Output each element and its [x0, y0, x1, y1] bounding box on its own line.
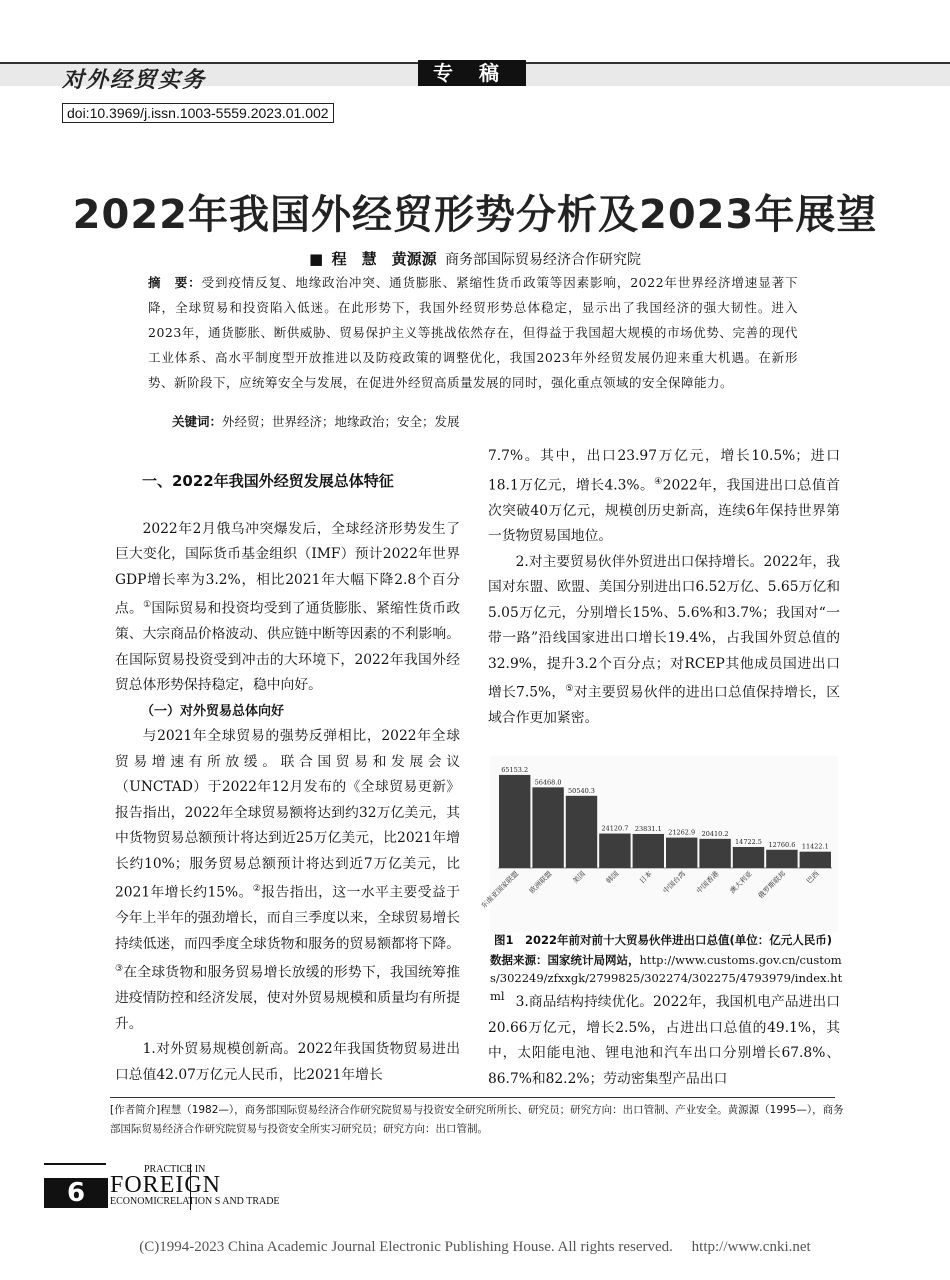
bar: [699, 839, 730, 868]
paragraph: 1.对外贸易规模创新高。2022年我国货物贸易进出口总值42.07万亿元人民币，比2021年增长: [115, 1041, 460, 1083]
category-label: 巴西: [805, 869, 821, 886]
right-column: [488, 444, 840, 732]
category-label: 欧洲联盟: [528, 869, 554, 896]
footnote-rule: [110, 1097, 835, 1098]
doi-label[interactable]: doi:10.3969/j.issn.1003-5559.2023.01.002: [62, 103, 334, 123]
category-label: 俄罗斯联邦: [756, 869, 788, 901]
bar-value-label: 14722.5: [735, 837, 762, 846]
bar: [800, 852, 831, 868]
footnote-ref[interactable]: ②: [252, 884, 262, 895]
category-label: 日本: [638, 869, 654, 886]
source-label: 数据来源：国家统计局网站，: [490, 953, 640, 967]
category-label: 中国香港: [695, 869, 721, 896]
author-names: 程 慧 黄源源: [331, 250, 437, 268]
footnote-ref[interactable]: ④: [654, 476, 663, 487]
logo-rule: [44, 1163, 106, 1165]
bar: [666, 838, 697, 868]
category-label: 韩国: [604, 869, 621, 886]
copyright-footer: (C)1994-2023 China Academic Journal Electronic Publishing House. All rights reserved. http://www.cnki.net: [139, 1239, 811, 1255]
logo-line3: ECONOMICRELATION S AND TRADE: [110, 1196, 280, 1207]
category-label: 东南亚国家联盟: [479, 869, 521, 911]
left-column: [115, 469, 460, 1088]
category-label: 美国: [571, 869, 587, 886]
bar-value-label: 65153.2: [501, 765, 529, 774]
bar: [532, 787, 563, 868]
bar: [733, 847, 764, 868]
bar-value-label: 11422.1: [801, 842, 829, 851]
bar-value-label: 56468.0: [534, 778, 562, 787]
source-url[interactable]: http://www.customs.gov.cn/customs/302249/zfxxgk/2799825/302274/302275/4793979/index.html: [490, 953, 843, 1003]
section-title: 一、2022年我国外经贸发展总体特征: [142, 472, 394, 490]
bar-value-label: 50540.3: [568, 786, 595, 795]
footnote-ref[interactable]: ①: [143, 600, 152, 610]
author-mark: ■: [308, 250, 324, 268]
paragraph: 2.对主要贸易伙伴外贸进出口保持增长。2022年，我国对东盟、欧盟、美国分别进出口6.52万亿、5.65万亿和5.05万亿元，分别增长15%、5.6%和3.7%；我国对“一带一路”沿线国家进出口增长19.4%，占我国外贸总值的32.9%，提升3.2个百分点；对RCEP其他成员国进出口增长7.5%，⑤对主要贸易伙伴的进出口总值保持增长，区域合作更加紧密。: [488, 553, 840, 727]
author-line: [0, 248, 950, 269]
bar-chart: [479, 756, 838, 932]
bar-value-label: 21262.9: [668, 828, 696, 837]
bar: [566, 796, 597, 868]
paragraph: 2022年2月俄乌冲突爆发后，全球经济形势发生了巨大变化，国际货币基金组织（IMF）预计2022年世界GDP增长率为3.2%，相比2021年大幅下降2.8个百分点。①国际贸易和投资均受到了通货膨胀、紧缩性货币政策、大宗商品价格波动、供应链中断等因素的不利影响。在国际贸易投资受到冲击的大环境下，2022年我国外经贸总体形势保持稳定，稳中向好。: [115, 520, 460, 694]
chart-svg: [479, 756, 838, 932]
figure-caption: 图1 2022年前对前十大贸易伙伴进出口总值(单位：亿元人民币): [494, 933, 833, 947]
logo-line2: FOREIGN: [110, 1172, 222, 1198]
journal-name: 对外经贸实务: [62, 67, 207, 93]
footnote-ref[interactable]: ⑤: [565, 684, 574, 695]
bar: [599, 834, 630, 868]
bar: [633, 834, 664, 868]
category-label: 澳大利亚: [728, 869, 754, 896]
abstract: [148, 270, 798, 395]
subsection-title: （一）对外贸易总体向好: [141, 703, 285, 719]
category-label: 中国台湾: [661, 869, 688, 896]
paragraph: 7.7%。其中，出口23.97万亿元，增长10.5%；进口18.1万亿元，增长4.3%。④2022年，我国进出口总值首次突破40万亿元，规模创历史新高，连续6年保持世界第一货物贸易国地位。: [488, 448, 840, 545]
logo-line1: PRACTICE IN: [144, 1164, 206, 1175]
bar: [499, 775, 530, 868]
paragraph: 与2021年全球贸易的强势反弹相比，2022年全球贸易增速有所放缓。联合国贸易和发展会议（UNCTAD）于2022年12月发布的《全球贸易更新》报告指出，2022年全球贸易额将达到约32万亿美元，其中货物贸易总额预计将达到近25万亿美元，比2021年增长约10%；服务贸易总额预计将达到近7万亿美元，比2021年增长约15%。②报告指出，这一水平主要受益于今年上半年的强劲增长，而自三季度以来，全球贸易增长持续低迷，而四季度全球货物和服务的贸易额都将下降。③在全球货物和服务贸易增长放缓的形势下，我国统筹推进疫情防控和经济发展，使对外贸易规模和质量均有所提升。: [115, 728, 460, 1032]
bar-value-label: 24120.7: [601, 824, 629, 833]
article-title: 2022年我国外经贸形势分析及2023年展望: [72, 192, 878, 238]
affiliation: 商务部国际贸易经济合作研究院: [445, 252, 642, 268]
bar: [766, 850, 797, 868]
author-bio: [作者简介]程慧（1982—），商务部国际贸易经济合作研究院贸易与投资安全研究所所长、研究员；研究方向：出口管制、产业安全。黄源源（1995—），商务部国际贸易经济合作研究院贸易与投资安全所实习研究员；研究方向：出口管制。: [110, 1104, 844, 1135]
footnote-ref[interactable]: ③: [115, 964, 124, 975]
keywords-text: 外经贸；世界经济；地缘政治；安全；发展: [222, 414, 460, 429]
bar-value-label: 23831.1: [634, 824, 662, 833]
right-column-continued: [488, 990, 840, 1092]
abstract-label: 摘 要：: [148, 275, 202, 290]
bar-value-label: 20410.2: [701, 829, 729, 838]
paragraph: 3.商品结构持续优化。2022年，我国机电产品进出口20.66万亿元，增长2.5%，占进出口总值的49.1%，其中，太阳能电池、锂电池和汽车出口分别增长67.8%、86.7%和82.2%；劳动密集型产品出口: [488, 994, 840, 1087]
column-tag: 专稿: [418, 60, 526, 86]
page-number: 6: [44, 1178, 108, 1208]
abstract-text: 受到疫情反复、地缘政治冲突、通货膨胀、紧缩性货币政策等因素影响，2022年世界经济增速显著下降，全球贸易和投资陷入低迷。在此形势下，我国外经贸形势总体稳定，显示出了我国经济的强大韧性。进入2023年，通货膨胀、断供威胁、贸易保护主义等挑战依然存在，但得益于我国超大规模的市场优势、完善的现代工业体系、高水平制度型开放推进以及防疫政策的调整优化，我国2023年外经贸发展仍迎来重大机遇。在新形势、新阶段下，应统筹安全与发展，在促进外经贸高质量发展的同时，强化重点领域的安全保障能力。: [148, 275, 798, 390]
bar-value-label: 12760.6: [768, 840, 796, 849]
keywords: [172, 412, 460, 430]
keywords-label: 关键词：: [172, 414, 223, 429]
